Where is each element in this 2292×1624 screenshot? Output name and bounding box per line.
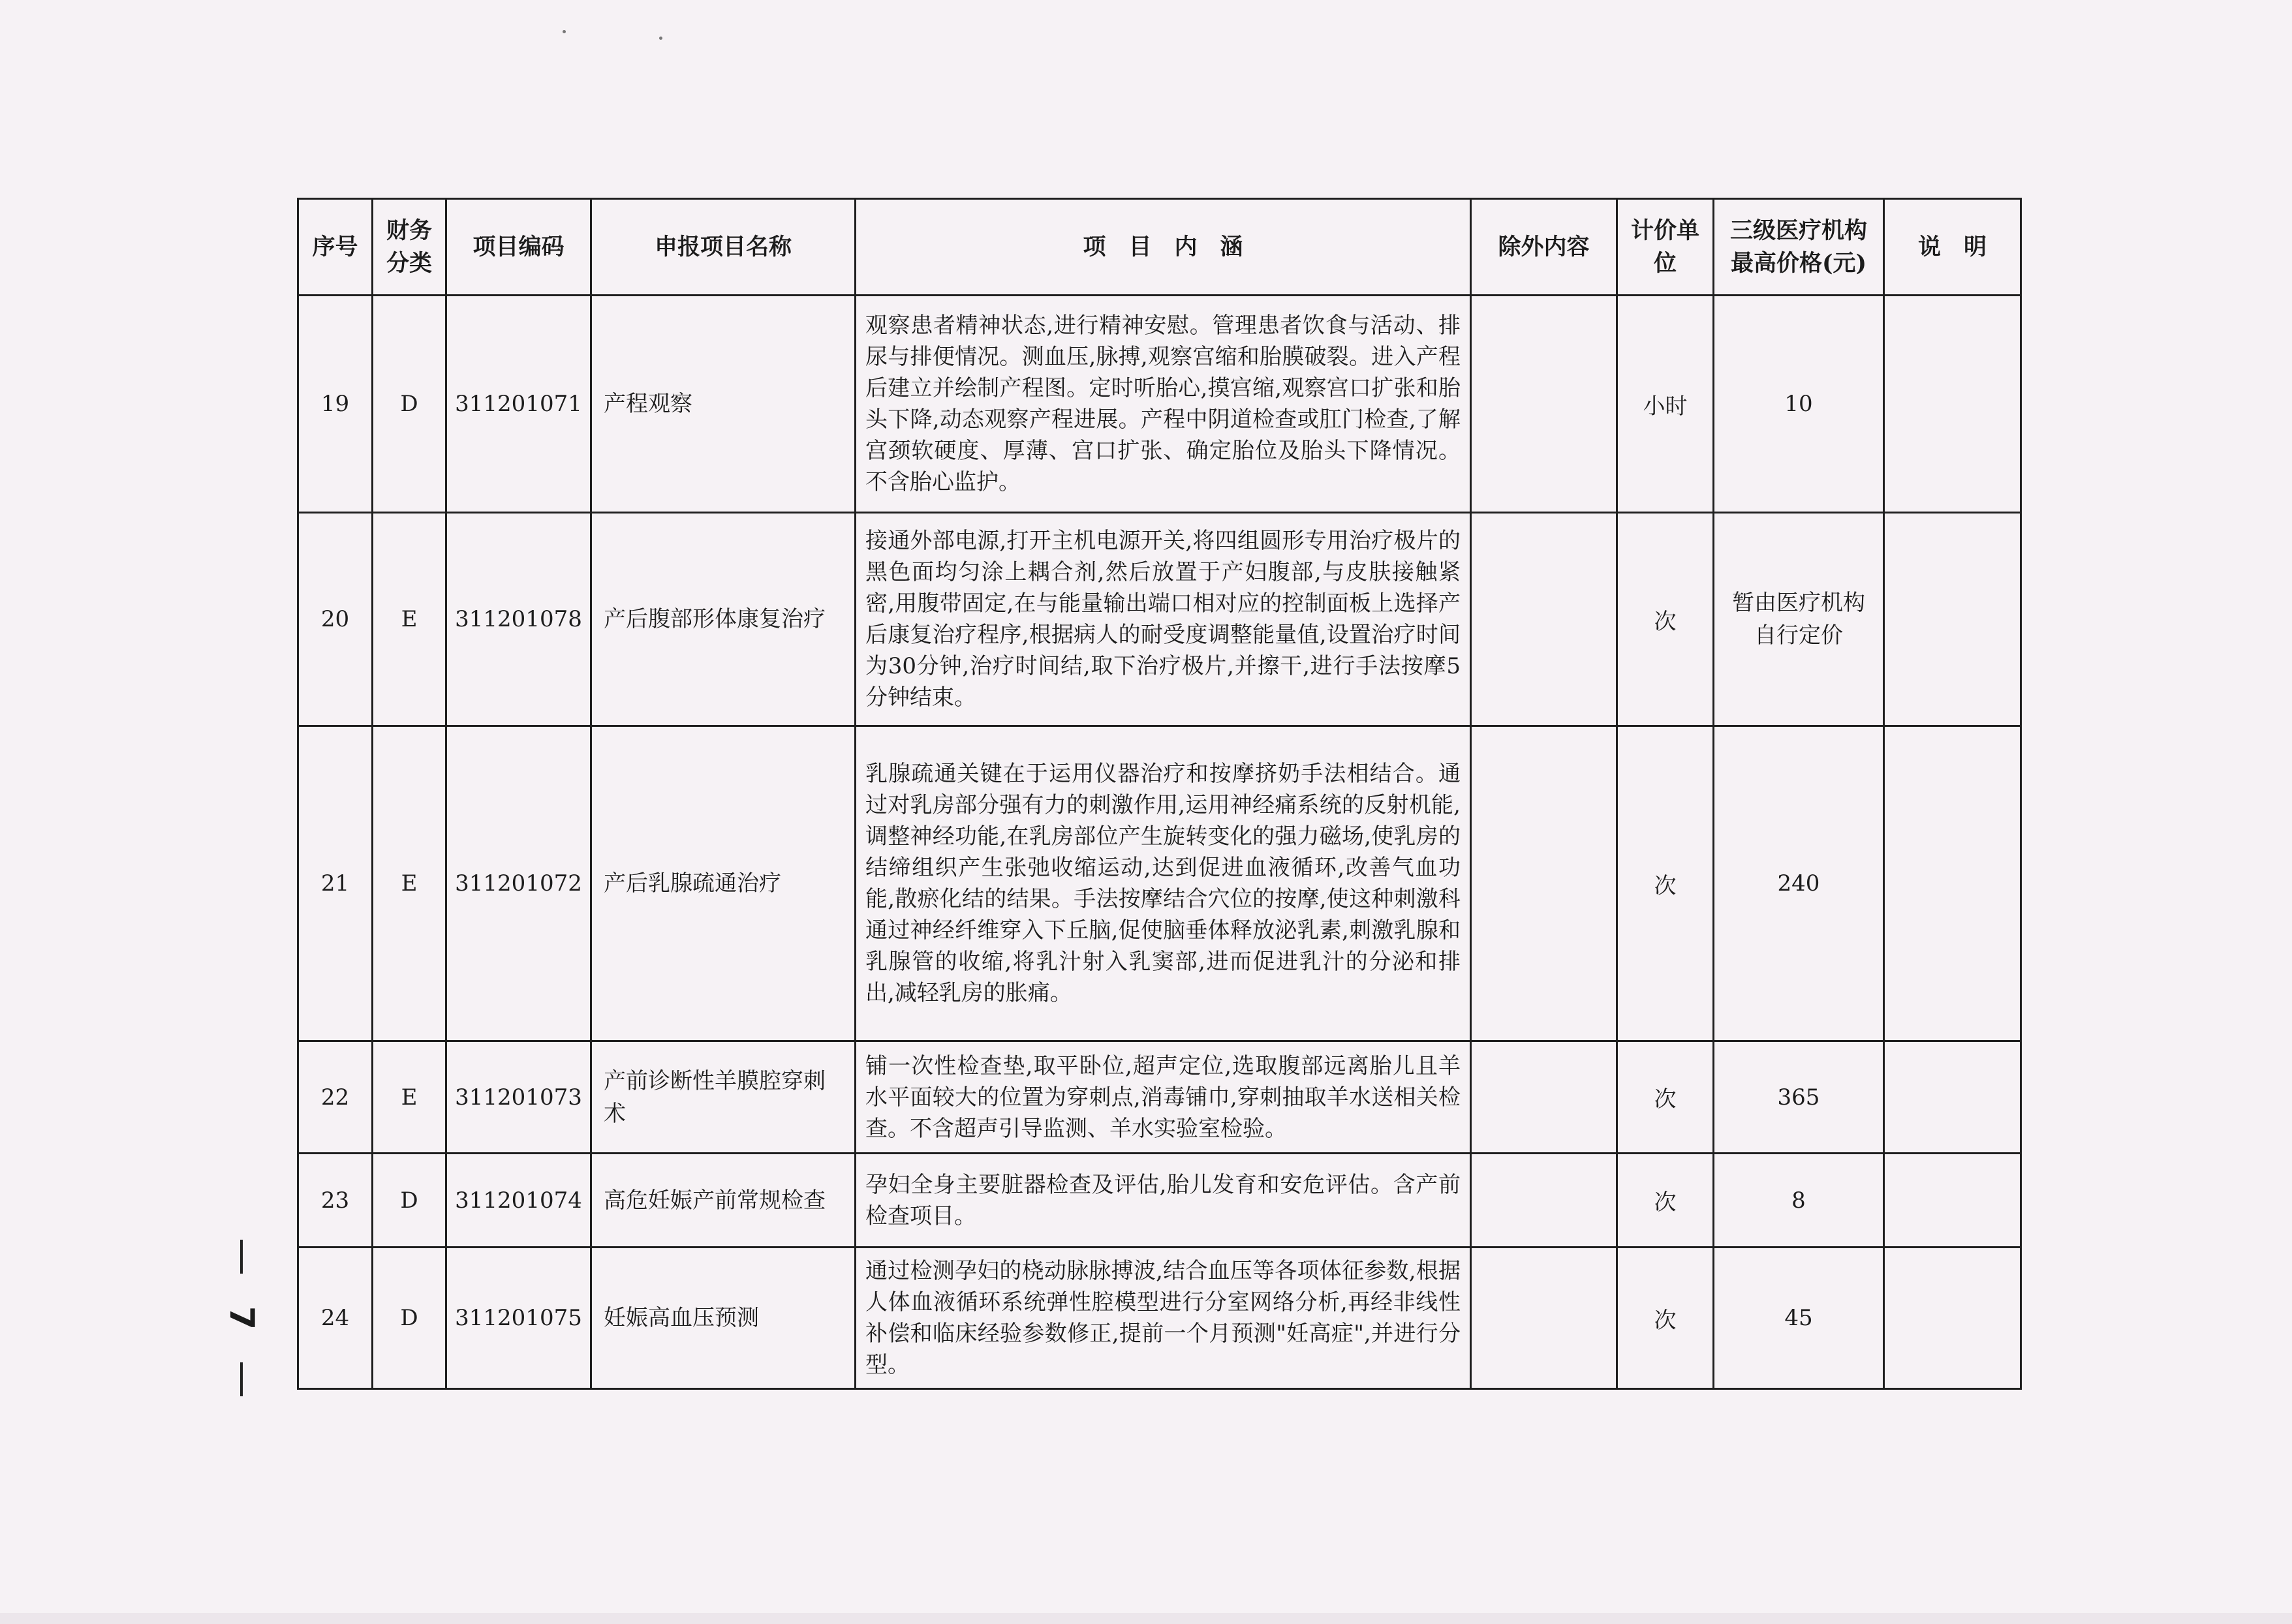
seq-cell: 20	[298, 513, 373, 726]
unit-cell: 次	[1617, 726, 1714, 1041]
notes-cell	[1884, 296, 2021, 513]
exclusions-cell	[1471, 1041, 1617, 1154]
content-cell: 观察患者精神状态,进行精神安慰。管理患者饮食与活动、排尿与排便情况。测血压,脉搏,观察宫缩和胎膜破裂。进入产程后建立并绘制产程图。定时听胎心,摸宫缩,观察宫口扩张和胎头下降,动态观察产程进展。产程中阴道检查或肛门检查,了解宫颈软硬度、厚薄、宫口扩张、确定胎位及胎头下降情况。不含胎心监护。	[856, 296, 1471, 513]
name-cell: 产程观察	[591, 296, 856, 513]
unit-cell: 次	[1617, 1248, 1714, 1389]
content-cell: 铺一次性检查垫,取平卧位,超声定位,选取腹部远离胎儿且羊水平面较大的位置为穿刺点,消毒铺巾,穿刺抽取羊水送相关检查。不含超声引导监测、羊水实验室检验。	[856, 1041, 1471, 1154]
name-cell: 产后乳腺疏通治疗	[591, 726, 856, 1041]
notes-cell	[1884, 726, 2021, 1041]
table-row	[298, 296, 2021, 513]
page-number-digit: 7	[222, 1306, 261, 1330]
medical-price-table	[297, 198, 2022, 1390]
code-cell: 311201072	[446, 726, 591, 1041]
code-cell: 311201078	[446, 513, 591, 726]
seq-cell: 19	[298, 296, 373, 513]
name-cell: 妊娠高血压预测	[591, 1248, 856, 1389]
name-cell: 产后腹部形体康复治疗	[591, 513, 856, 726]
header-item-code: 项目编码	[446, 199, 591, 296]
price-cell: 8	[1714, 1154, 1884, 1248]
page-number-dash	[240, 1362, 243, 1396]
exclusions-cell	[1471, 726, 1617, 1041]
table-row	[298, 1041, 2021, 1154]
code-cell: 311201073	[446, 1041, 591, 1154]
scan-speck	[563, 30, 566, 33]
table-row	[298, 1154, 2021, 1248]
category-cell: E	[373, 513, 446, 726]
notes-cell	[1884, 1248, 2021, 1389]
category-cell: D	[373, 296, 446, 513]
seq-cell: 23	[298, 1154, 373, 1248]
category-cell: E	[373, 1041, 446, 1154]
content-cell: 通过检测孕妇的桡动脉脉搏波,结合血压等各项体征参数,根据人体血液循环系统弹性腔模型进行分室网络分析,再经非线性补偿和临床经验参数修正,提前一个月预测"妊高症",并进行分型。	[856, 1248, 1471, 1389]
price-cell: 240	[1714, 726, 1884, 1041]
seq-cell: 22	[298, 1041, 373, 1154]
category-cell: D	[373, 1248, 446, 1389]
content-cell: 孕妇全身主要脏器检查及评估,胎儿发育和安危评估。含产前检查项目。	[856, 1154, 1471, 1248]
page-number-dash	[240, 1240, 243, 1274]
seq-cell: 24	[298, 1248, 373, 1389]
category-cell: D	[373, 1154, 446, 1248]
content-cell: 乳腺疏通关键在于运用仪器治疗和按摩挤奶手法相结合。通过对乳房部分强有力的刺激作用,运用神经痛系统的反射机能,调整神经功能,在乳房部位产生旋转变化的强力磁场,使乳房的结缔组织产生张弛收缩运动,达到促进血液循环,改善气血功能,散瘀化结的结果。手法按摩结合穴位的按摩,使这种刺激科通过神经纤维穿入下丘脑,促使脑垂体释放泌乳素,刺激乳腺和乳腺管的收缩,将乳汁射入乳窦部,进而促进乳汁的分泌和排出,减轻乳房的胀痛。	[856, 726, 1471, 1041]
notes-cell	[1884, 513, 2021, 726]
scan-speck	[659, 37, 662, 40]
header-unit: 计价单位	[1617, 199, 1714, 296]
unit-cell: 小时	[1617, 296, 1714, 513]
table-row	[298, 513, 2021, 726]
header-max-price: 三级医疗机构最高价格(元)	[1714, 199, 1884, 296]
exclusions-cell	[1471, 1154, 1617, 1248]
unit-cell: 次	[1617, 1041, 1714, 1154]
exclusions-cell	[1471, 513, 1617, 726]
code-cell: 311201074	[446, 1154, 591, 1248]
price-cell: 365	[1714, 1041, 1884, 1154]
table-row	[298, 1248, 2021, 1389]
unit-cell: 次	[1617, 513, 1714, 726]
header-item-content: 项 目 内 涵	[856, 199, 1471, 296]
header-item-name: 申报项目名称	[591, 199, 856, 296]
price-cell: 10	[1714, 296, 1884, 513]
page-bottom-edge	[0, 1613, 2292, 1624]
header-exclusions: 除外内容	[1471, 199, 1617, 296]
code-cell: 311201075	[446, 1248, 591, 1389]
table-row	[298, 726, 2021, 1041]
seq-cell: 21	[298, 726, 373, 1041]
content-cell: 接通外部电源,打开主机电源开关,将四组圆形专用治疗极片的黑色面均匀涂上耦合剂,然后放置于产妇腹部,与皮肤接触紧密,用腹带固定,在与能量输出端口相对应的控制面板上选择产后康复治疗程序,根据病人的耐受度调整能量值,设置治疗时间为30分钟,治疗时间结,取下治疗极片,并擦干,进行手法按摩5分钟结束。	[856, 513, 1471, 726]
code-cell: 311201071	[446, 296, 591, 513]
category-cell: E	[373, 726, 446, 1041]
name-cell: 产前诊断性羊膜腔穿刺术	[591, 1041, 856, 1154]
price-cell: 暂由医疗机构自行定价	[1714, 513, 1884, 726]
price-cell: 45	[1714, 1248, 1884, 1389]
header-row	[298, 199, 2021, 296]
unit-cell: 次	[1617, 1154, 1714, 1248]
notes-cell	[1884, 1041, 2021, 1154]
header-finance-category: 财务分类	[373, 199, 446, 296]
exclusions-cell	[1471, 1248, 1617, 1389]
exclusions-cell	[1471, 296, 1617, 513]
header-seq: 序号	[298, 199, 373, 296]
page-number	[222, 1240, 261, 1396]
notes-cell	[1884, 1154, 2021, 1248]
name-cell: 高危妊娠产前常规检查	[591, 1154, 856, 1248]
header-notes: 说 明	[1884, 199, 2021, 296]
